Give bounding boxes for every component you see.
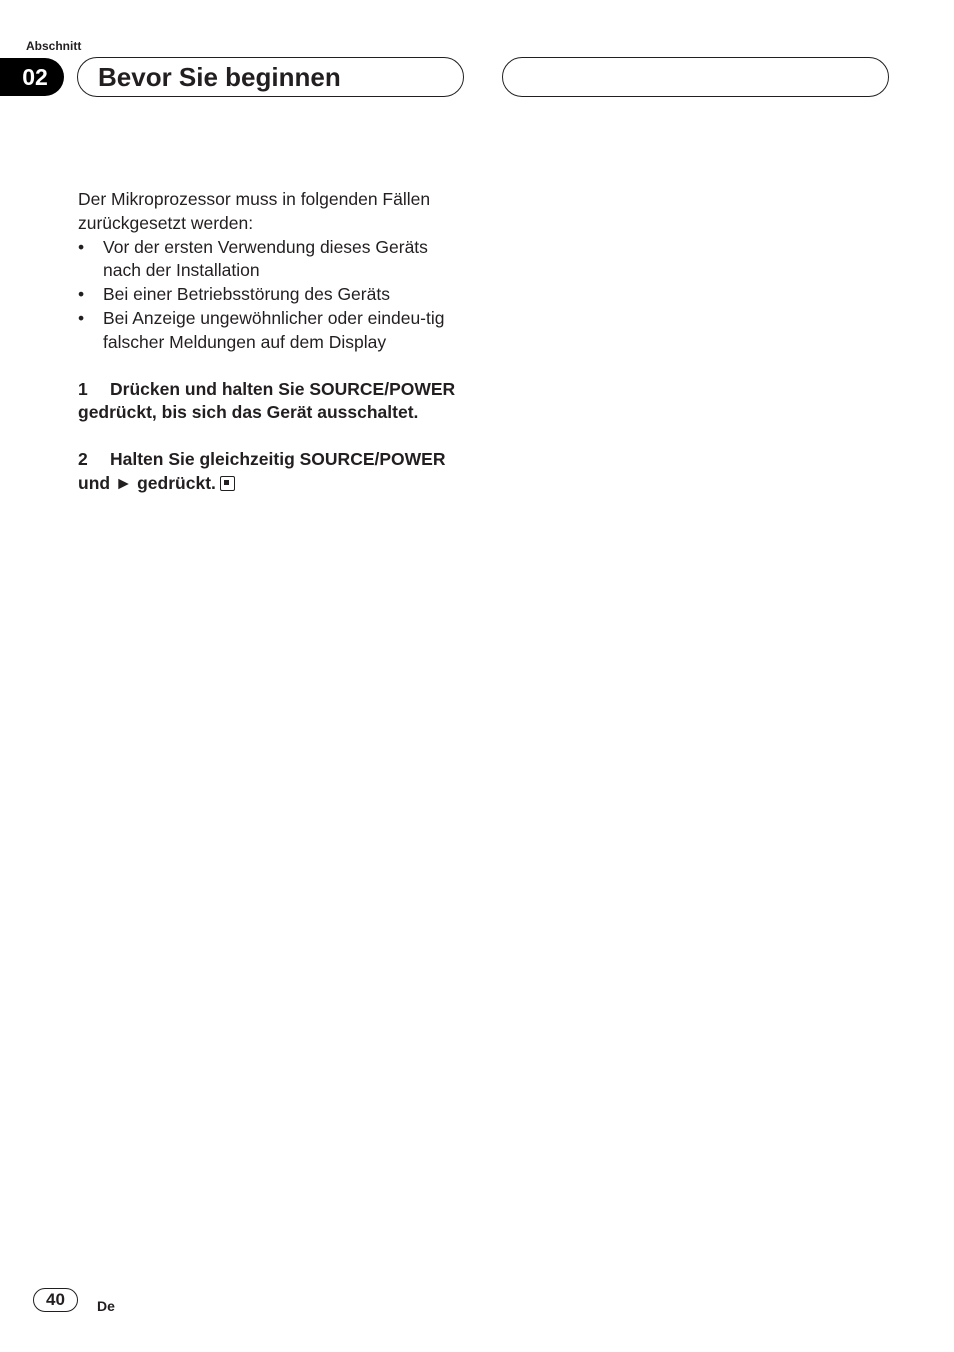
subsection-title-box [502, 57, 889, 97]
step-1 [78, 378, 468, 426]
intro-paragraph: Der Mikroprozessor muss in folgenden Fällen zurückgesetzt werden: [78, 189, 431, 233]
list-item-text: Bei einer Betriebsstörung des Geräts [103, 284, 390, 305]
list-item [78, 283, 468, 307]
language-code: De [97, 1298, 115, 1314]
step-2 [78, 448, 468, 496]
main-content [78, 188, 468, 496]
section-number-badge: 02 [0, 58, 64, 96]
list-item [78, 307, 468, 355]
list-item-text: Bei Anzeige ungewöhnlicher oder eindeu-tig falscher Meldungen auf dem Display [103, 307, 445, 352]
list-item [78, 236, 468, 284]
section-title-box [77, 57, 464, 97]
step-text: Drücken und halten Sie SOURCE/POWER gedrückt, bis sich das Gerät ausschaltet. [78, 378, 456, 423]
section-title: Bevor Sie beginnen [98, 62, 341, 92]
page-number: 40 [33, 1288, 78, 1312]
bullet-icon: • [78, 284, 85, 305]
bullet-list [78, 236, 468, 355]
list-item-text: Vor der ersten Verwendung dieses Geräts nach der Installation [103, 236, 428, 281]
end-of-section-icon [220, 476, 235, 491]
section-label: Abschnitt [26, 39, 82, 53]
step-number: 1 [78, 378, 88, 399]
bullet-icon: • [78, 236, 85, 257]
bullet-icon: • [78, 307, 85, 328]
step-number: 2 [78, 449, 88, 470]
step-text: Halten Sie gleichzeitig SOURCE/POWER und ► gedrückt. [78, 449, 446, 493]
